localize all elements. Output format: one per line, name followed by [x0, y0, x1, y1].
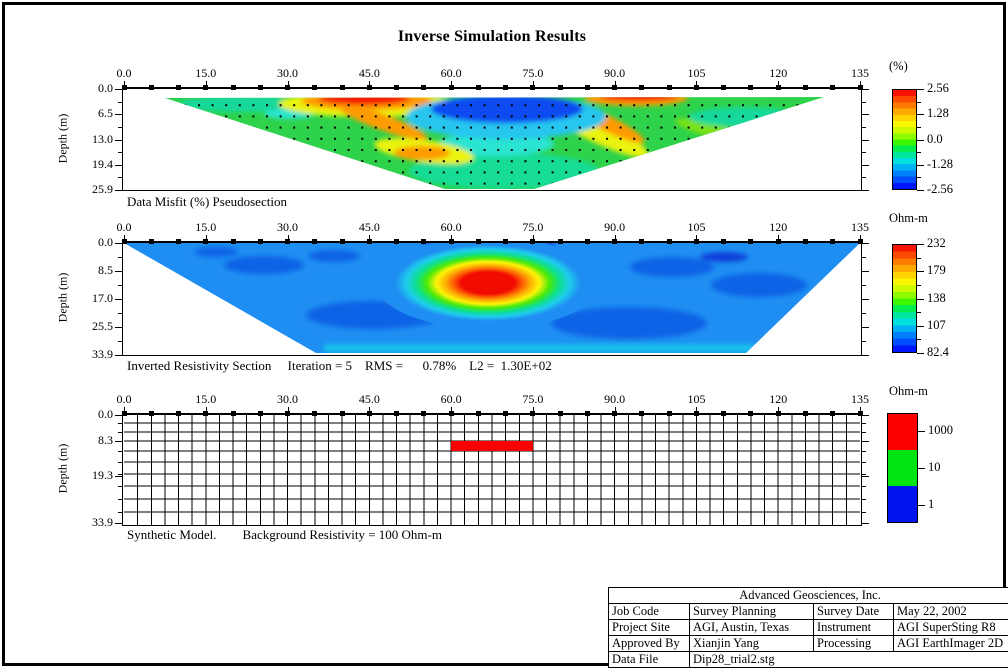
y-tick [115, 523, 122, 524]
electrode-marker [231, 411, 236, 416]
electrode-marker [503, 411, 508, 416]
electrode-marker [340, 239, 345, 244]
y-minor-tick [862, 441, 866, 442]
x-tick-label: 45.0 [358, 392, 380, 406]
y-minor-tick [862, 127, 866, 128]
electrode-marker [258, 239, 263, 244]
y-tick [862, 299, 869, 300]
x-tick-label: 105 [687, 392, 706, 406]
resistivity-depth-axis-label: Depth (m) [55, 272, 70, 323]
electrode-marker [558, 411, 563, 416]
depth-tick-label: 19.3 [92, 468, 113, 483]
electrode-marker [558, 239, 563, 244]
x-tick-label: 135 [851, 66, 869, 80]
electrode-marker [421, 85, 426, 90]
electrode-marker [421, 411, 426, 416]
colorbar-tick-label: 0.0 [927, 131, 943, 146]
y-minor-tick [118, 499, 122, 500]
electrode-marker [367, 239, 372, 244]
y-minor-tick [862, 512, 866, 513]
colorbar-tick-label: 1 [928, 496, 935, 511]
colorbar-minor-tick [917, 177, 921, 178]
x-tick-label: 30.0 [277, 392, 299, 406]
electrode-marker [721, 85, 726, 90]
electrode-marker [312, 85, 317, 90]
x-tick-label: 135 [851, 220, 869, 234]
electrode-marker [639, 411, 644, 416]
x-tick-label: 15.0 [195, 392, 217, 406]
electrode-marker [421, 239, 426, 244]
plot-frame [122, 413, 862, 526]
y-minor-tick [118, 474, 122, 475]
electrode-marker [830, 411, 835, 416]
colorbar-tick-label: 1000 [928, 423, 953, 438]
colorbar [892, 244, 917, 353]
x-tick-label: 60.0 [440, 220, 462, 234]
y-minor-tick [862, 177, 866, 178]
y-tick [115, 89, 122, 90]
electrode-marker [312, 239, 317, 244]
y-tick [862, 140, 869, 141]
colorbar-tick-label: -1.28 [927, 156, 954, 171]
colorbar-tick-label: 138 [927, 290, 946, 305]
resistivity-caption: Inverted Resistivity Section Iteration = 5 RMS = 0.78% L2 = 1.30E+02 [127, 358, 552, 373]
depth-tick-label: 0.0 [98, 407, 113, 421]
info-label-cell: Job Code [609, 604, 690, 620]
electrode-marker [476, 411, 481, 416]
info-table [608, 587, 1008, 668]
y-minor-tick [862, 423, 866, 424]
depth-tick-label: 25.5 [92, 319, 113, 333]
colorbar-tick [917, 326, 924, 327]
x-tick-label: 60.0 [440, 66, 462, 80]
colorbar-tick [917, 165, 924, 166]
electrode-marker [585, 239, 590, 244]
info-value-cell: Survey Planning [690, 604, 814, 620]
electrode-marker [149, 239, 154, 244]
electrode-marker [258, 85, 263, 90]
depth-tick-label: 17.0 [92, 291, 113, 305]
electrode-marker [612, 85, 617, 90]
colorbar-tick-label: 232 [927, 236, 946, 250]
y-tick [115, 327, 122, 328]
x-tick-label: 30.0 [277, 220, 299, 234]
info-label-cell: Approved By [609, 636, 690, 652]
x-tick-label: 45.0 [358, 66, 380, 80]
x-tick-label: 105 [687, 220, 706, 234]
y-tick [115, 415, 122, 416]
x-tick-label: 105 [687, 66, 706, 80]
x-tick-label: 60.0 [440, 392, 462, 406]
y-minor-tick [118, 441, 122, 442]
electrode-marker [176, 85, 181, 90]
x-tick-label: 45.0 [358, 220, 380, 234]
electrode-marker [203, 85, 208, 90]
electrode-marker [803, 239, 808, 244]
electrode-marker [721, 239, 726, 244]
electrode-marker [149, 85, 154, 90]
electrode-marker [776, 411, 781, 416]
electrode-marker [394, 85, 399, 90]
colorbar-minor-tick [917, 152, 921, 153]
y-minor-tick [862, 432, 866, 433]
x-tick-label: 90.0 [604, 392, 626, 406]
resistivity-colorbar-unit: Ohm-m [889, 211, 928, 225]
y-minor-tick [118, 486, 122, 487]
colorbar-tick-label: 1.28 [927, 106, 949, 121]
y-minor-tick [118, 432, 122, 433]
x-tick-label: 135 [851, 392, 869, 406]
y-tick [115, 165, 122, 166]
x-tick-label: 30.0 [277, 66, 299, 80]
electrode-marker [667, 411, 672, 416]
y-minor-tick [118, 257, 122, 258]
electrode-marker [585, 411, 590, 416]
electrode-marker [203, 239, 208, 244]
electrode-marker [285, 239, 290, 244]
y-tick [862, 476, 869, 477]
x-tick-label: 75.0 [522, 66, 544, 80]
electrode-marker [803, 85, 808, 90]
y-tick [115, 476, 122, 477]
electrode-marker [530, 85, 535, 90]
depth-tick-label: 8.5 [98, 263, 113, 277]
company-name: Advanced Geosciences, Inc. [609, 588, 1008, 604]
electrode-marker [748, 85, 753, 90]
y-minor-tick [862, 285, 866, 286]
electrode-marker [149, 411, 154, 416]
electrode-marker [122, 411, 127, 416]
colorbar-tick [918, 505, 925, 506]
x-tick-label: 0.0 [116, 392, 132, 406]
electrode-marker [258, 411, 263, 416]
electrode-marker [667, 85, 672, 90]
y-tick [862, 243, 869, 244]
colorbar-tick [918, 468, 925, 469]
electrode-marker [585, 85, 590, 90]
y-tick [862, 523, 869, 524]
colorbar-tick [917, 299, 924, 300]
y-minor-tick [862, 462, 866, 463]
plot-frame [122, 241, 862, 356]
electrode-marker [639, 239, 644, 244]
electrode-marker [639, 85, 644, 90]
colorbar-tick [918, 431, 925, 432]
electrode-marker [748, 411, 753, 416]
y-minor-tick [862, 257, 866, 258]
y-tick [862, 114, 869, 115]
electrode-marker [449, 85, 454, 90]
y-minor-tick [118, 512, 122, 513]
depth-tick-label: 13.0 [92, 131, 113, 146]
y-minor-tick [862, 152, 866, 153]
y-minor-tick [862, 499, 866, 500]
colorbar-tick [917, 89, 924, 90]
y-minor-tick [118, 285, 122, 286]
y-minor-tick [862, 341, 866, 342]
colorbar-tick-label: 107 [927, 317, 946, 332]
y-tick [115, 271, 122, 272]
y-tick [862, 190, 869, 191]
colorbar-tick [917, 114, 924, 115]
depth-tick-label: 19.4 [92, 156, 113, 171]
y-minor-tick [118, 313, 122, 314]
info-label-cell: Processing [814, 636, 894, 652]
y-minor-tick [862, 486, 866, 487]
report-frame [2, 2, 1006, 666]
electrode-marker [122, 85, 127, 90]
x-tick-label: 15.0 [195, 220, 217, 234]
model-depth-axis-label: Depth (m) [55, 443, 70, 494]
y-tick [862, 415, 869, 416]
x-tick-label: 120 [769, 220, 788, 234]
y-tick [862, 89, 869, 90]
x-tick-label: 0.0 [116, 220, 132, 234]
x-tick-label: 75.0 [522, 220, 544, 234]
electrode-marker [503, 85, 508, 90]
electrode-marker [203, 411, 208, 416]
y-tick [115, 299, 122, 300]
colorbar-minor-tick [917, 258, 921, 259]
y-tick [862, 165, 869, 166]
info-table-row [609, 636, 1008, 652]
electrode-marker [340, 411, 345, 416]
y-minor-tick [118, 341, 122, 342]
electrode-marker [367, 85, 372, 90]
electrode-marker [394, 411, 399, 416]
depth-tick-label: 25.9 [92, 182, 113, 196]
electrode-marker [449, 239, 454, 244]
colorbar [887, 413, 918, 523]
y-tick [862, 271, 869, 272]
y-minor-tick [862, 451, 866, 452]
colorbar-minor-tick [917, 339, 921, 340]
info-table-header-row [609, 588, 1008, 604]
colorbar-minor-tick [917, 102, 921, 103]
colorbar-tick-label: -2.56 [927, 182, 954, 196]
misfit-depth-axis-label: Depth (m) [55, 113, 70, 164]
info-value-cell: May 22, 2002 [894, 604, 1008, 620]
y-minor-tick [118, 462, 122, 463]
x-tick-label: 0.0 [116, 66, 132, 80]
y-minor-tick [118, 102, 122, 103]
info-table-row [609, 620, 1008, 636]
electrode-marker [776, 85, 781, 90]
info-table-row [609, 604, 1008, 620]
y-minor-tick [862, 102, 866, 103]
electrode-marker [312, 411, 317, 416]
info-value-cell: AGI EarthImager 2D [894, 636, 1008, 652]
electrode-marker [830, 85, 835, 90]
x-tick-label: 120 [769, 66, 788, 80]
y-tick [115, 190, 122, 191]
colorbar-tick-label: 82.4 [927, 345, 949, 359]
electrode-marker [285, 85, 290, 90]
y-minor-tick [862, 313, 866, 314]
electrode-marker [694, 411, 699, 416]
y-minor-tick [862, 474, 866, 475]
info-value-cell: AGI, Austin, Texas [690, 620, 814, 636]
y-minor-tick [118, 423, 122, 424]
info-label-cell: Survey Date [814, 604, 894, 620]
x-tick-label: 15.0 [195, 66, 217, 80]
depth-tick-label: 0.0 [98, 81, 113, 95]
info-value-cell: Dip28_trial2.stg [690, 652, 1008, 668]
electrode-marker [503, 239, 508, 244]
misfit-caption: Data Misfit (%) Pseudosection [127, 194, 287, 209]
x-tick-label: 120 [769, 392, 788, 406]
colorbar-minor-tick [917, 312, 921, 313]
electrode-marker [530, 239, 535, 244]
colorbar-tick [917, 271, 924, 272]
info-value-cell: AGI SuperSting R8 [894, 620, 1008, 636]
plot-frame [122, 87, 862, 191]
electrode-marker [721, 411, 726, 416]
info-label-cell: Data File [609, 652, 690, 668]
depth-tick-label: 33.9 [92, 515, 113, 530]
colorbar-tick-label: 179 [927, 263, 946, 278]
y-minor-tick [118, 177, 122, 178]
electrode-marker [694, 85, 699, 90]
electrode-marker [176, 239, 181, 244]
colorbar-minor-tick [917, 285, 921, 286]
info-label-cell: Project Site [609, 620, 690, 636]
colorbar-tick [917, 353, 924, 354]
y-tick [115, 140, 122, 141]
electrode-marker [176, 411, 181, 416]
electrode-marker [285, 411, 290, 416]
info-value-cell: Xianjin Yang [690, 636, 814, 652]
x-tick-label: 90.0 [604, 66, 626, 80]
colorbar-tick [917, 190, 924, 191]
electrode-marker [558, 85, 563, 90]
model-caption: Synthetic Model. Background Resistivity = 100 Ohm-m [127, 527, 442, 542]
y-tick [115, 114, 122, 115]
y-tick [115, 243, 122, 244]
electrode-marker [612, 239, 617, 244]
y-tick [115, 355, 122, 356]
y-minor-tick [118, 152, 122, 153]
colorbar-tick [917, 140, 924, 141]
y-minor-tick [118, 127, 122, 128]
electrode-marker [231, 85, 236, 90]
colorbar [892, 89, 917, 190]
electrode-marker [394, 239, 399, 244]
electrode-marker [476, 85, 481, 90]
electrode-marker [803, 411, 808, 416]
y-tick [862, 355, 869, 356]
page-title: Inverse Simulation Results [397, 28, 587, 45]
depth-tick-label: 6.5 [98, 106, 113, 121]
colorbar-tick-label: 2.56 [927, 81, 949, 95]
depth-tick-label: 0.0 [98, 235, 113, 249]
electrode-marker [122, 239, 127, 244]
colorbar-tick-label: 10 [928, 460, 941, 474]
x-tick-label: 75.0 [522, 392, 544, 406]
electrode-marker [776, 239, 781, 244]
electrode-marker [694, 239, 699, 244]
info-label-cell: Instrument [814, 620, 894, 636]
model-colorbar-unit: Ohm-m [889, 384, 928, 398]
info-table-row [609, 652, 1008, 668]
electrode-marker [449, 411, 454, 416]
electrode-marker [830, 239, 835, 244]
depth-tick-label: 33.9 [92, 347, 113, 361]
electrode-marker [340, 85, 345, 90]
electrode-marker [231, 239, 236, 244]
electrode-marker [748, 239, 753, 244]
electrode-marker [612, 411, 617, 416]
y-minor-tick [118, 451, 122, 452]
misfit-colorbar-unit: (%) [889, 59, 908, 73]
colorbar-tick [917, 244, 924, 245]
depth-tick-label: 8.3 [98, 432, 113, 447]
electrode-marker [667, 239, 672, 244]
electrode-marker [530, 411, 535, 416]
y-tick [862, 327, 869, 328]
colorbar-minor-tick [917, 127, 921, 128]
electrode-marker [367, 411, 372, 416]
electrode-marker [476, 239, 481, 244]
x-tick-label: 90.0 [604, 220, 626, 234]
